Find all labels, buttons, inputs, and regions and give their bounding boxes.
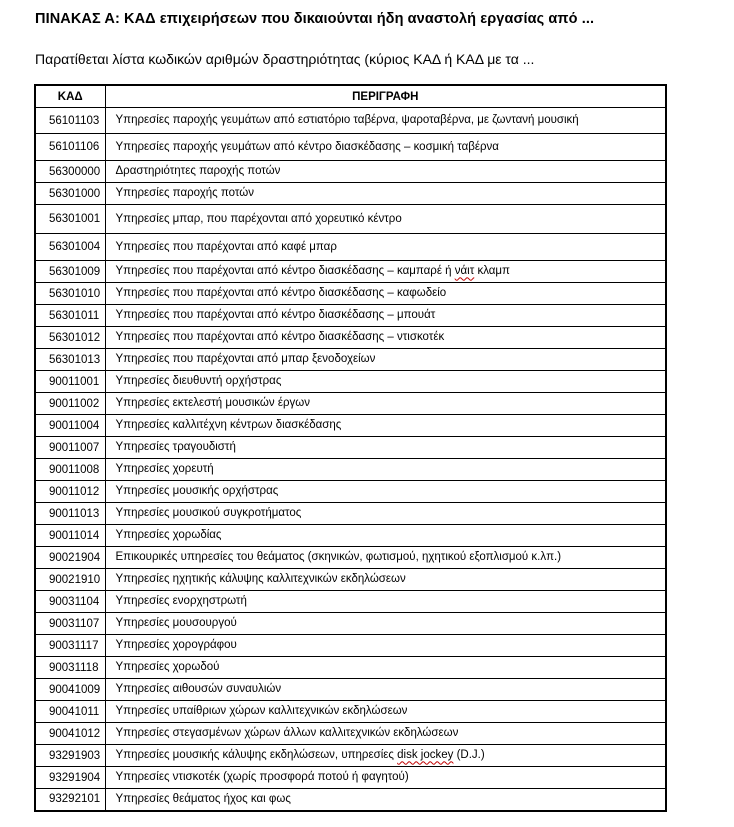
kad-cell: 90011012 <box>35 481 105 503</box>
misspelled-word: νάιτ <box>454 265 475 278</box>
kad-cell: 56301001 <box>35 205 105 234</box>
kad-cell: 56301011 <box>35 305 105 327</box>
kad-cell: 93292101 <box>35 789 105 811</box>
table-row <box>35 437 666 459</box>
description-cell: Υπηρεσίες μουσουργού <box>105 613 666 635</box>
table-row <box>35 525 666 547</box>
table-row <box>35 767 666 789</box>
table-row <box>35 789 666 811</box>
kad-cell: 90031104 <box>35 591 105 613</box>
table-row <box>35 234 666 261</box>
table-row <box>35 723 666 745</box>
kad-cell: 90011014 <box>35 525 105 547</box>
kad-cell: 56301004 <box>35 234 105 261</box>
kad-cell: 56301000 <box>35 183 105 205</box>
description-cell: Υπηρεσίες τραγουδιστή <box>105 437 666 459</box>
description-cell: Δραστηριότητες παροχής ποτών <box>105 161 666 183</box>
description-cell: Υπηρεσίες αιθουσών συναυλιών <box>105 679 666 701</box>
table-row <box>35 415 666 437</box>
table-row <box>35 503 666 525</box>
kad-cell: 90031107 <box>35 613 105 635</box>
table-row <box>35 327 666 349</box>
description-cell: Υπηρεσίες διευθυντή ορχήστρας <box>105 371 666 393</box>
description-cell: Υπηρεσίες που παρέχονται από κέντρο διασκέδασης – ντισκοτέκ <box>105 327 666 349</box>
table-row <box>35 745 666 767</box>
description-cell: Υπηρεσίες παροχής γευμάτων από εστιατόριο ταβέρνα, ψαροταβέρνα, με ζωντανή μουσική <box>105 108 666 134</box>
description-cell: Υπηρεσίες που παρέχονται από κέντρο διασκέδασης – καμπαρέ ή νάιτ κλαμπ <box>105 261 666 283</box>
description-cell: Υπηρεσίες στεγασμένων χώρων άλλων καλλιτεχνικών εκδηλώσεων <box>105 723 666 745</box>
kad-cell: 90011004 <box>35 415 105 437</box>
table-row <box>35 349 666 371</box>
table-row <box>35 183 666 205</box>
table-row <box>35 161 666 183</box>
table-row <box>35 613 666 635</box>
table-row <box>35 283 666 305</box>
description-cell: Υπηρεσίες ηχητικής κάλυψης καλλιτεχνικών εκδηλώσεων <box>105 569 666 591</box>
kad-cell: 56101106 <box>35 134 105 161</box>
table-row <box>35 547 666 569</box>
kad-cell: 90041009 <box>35 679 105 701</box>
description-cell: Υπηρεσίες μουσικού συγκροτήματος <box>105 503 666 525</box>
kad-cell: 56301013 <box>35 349 105 371</box>
kad-cell: 90011002 <box>35 393 105 415</box>
misspelled-word: disk jockey <box>397 749 454 762</box>
table-row <box>35 635 666 657</box>
description-cell: Υπηρεσίες θεάματος ήχος και φως <box>105 789 666 811</box>
table-header-row <box>35 85 666 108</box>
description-cell: Υπηρεσίες χορευτή <box>105 459 666 481</box>
kad-table <box>34 84 667 812</box>
table-row <box>35 569 666 591</box>
description-cell: Υπηρεσίες που παρέχονται από κέντρο διασκέδασης – μπουάτ <box>105 305 666 327</box>
description-cell: Υπηρεσίες χορωδού <box>105 657 666 679</box>
table-row <box>35 481 666 503</box>
description-cell: Υπηρεσίες καλλιτέχνη κέντρων διασκέδασης <box>105 415 666 437</box>
kad-cell: 56300000 <box>35 161 105 183</box>
description-cell: Υπηρεσίες εκτελεστή μουσικών έργων <box>105 393 666 415</box>
table-row <box>35 591 666 613</box>
description-cell: Υπηρεσίες μουσικής ορχήστρας <box>105 481 666 503</box>
description-cell: Υπηρεσίες χορωδίας <box>105 525 666 547</box>
kad-cell: 93291904 <box>35 767 105 789</box>
table-row <box>35 261 666 283</box>
kad-cell: 56301009 <box>35 261 105 283</box>
kad-cell: 90031117 <box>35 635 105 657</box>
kad-cell: 90041012 <box>35 723 105 745</box>
description-cell: Υπηρεσίες ντισκοτέκ (χωρίς προσφορά ποτού ή φαγητού) <box>105 767 666 789</box>
description-cell: Υπηρεσίες ενορχηστρωτή <box>105 591 666 613</box>
kad-cell: 90041011 <box>35 701 105 723</box>
table-row <box>35 371 666 393</box>
col-header-perigrafi: ΠΕΡΙΓΡΑΦΗ <box>105 85 666 108</box>
col-header-kad: ΚΑΔ <box>35 85 105 108</box>
page-title: ΠΙΝΑΚΑΣ Α: ΚΑΔ επιχειρήσεων που δικαιούνται ήδη αναστολή εργασίας από ... <box>35 11 595 27</box>
table-row <box>35 305 666 327</box>
table-row <box>35 459 666 481</box>
description-cell: Επικουρικές υπηρεσίες του θεάματος (σκηνικών, φωτισμού, ηχητικού εξοπλισμού κ.λπ.) <box>105 547 666 569</box>
description-cell: Υπηρεσίες παροχής ποτών <box>105 183 666 205</box>
description-cell: Υπηρεσίες παροχής γευμάτων από κέντρο διασκέδασης – κοσμική ταβέρνα <box>105 134 666 161</box>
table-row <box>35 108 666 134</box>
kad-cell: 90021910 <box>35 569 105 591</box>
table-header <box>35 85 666 108</box>
description-cell: Υπηρεσίες που παρέχονται από μπαρ ξενοδοχείων <box>105 349 666 371</box>
description-cell: Υπηρεσίες μπαρ, που παρέχονται από χορευτικό κέντρο <box>105 205 666 234</box>
kad-cell: 56301012 <box>35 327 105 349</box>
table-row <box>35 134 666 161</box>
kad-cell: 56101103 <box>35 108 105 134</box>
table-row <box>35 657 666 679</box>
page-subtitle: Παρατίθεται λίστα κωδικών αριθμών δραστηριότητας (κύριος ΚΑΔ ή ΚΑΔ με τα ... <box>35 51 535 67</box>
description-cell: Υπηρεσίες που παρέχονται από κέντρο διασκέδασης – καφωδείο <box>105 283 666 305</box>
kad-cell: 90011013 <box>35 503 105 525</box>
kad-cell: 90031118 <box>35 657 105 679</box>
description-cell: Υπηρεσίες υπαίθριων χώρων καλλιτεχνικών εκδηλώσεων <box>105 701 666 723</box>
kad-cell: 90011007 <box>35 437 105 459</box>
table-row <box>35 393 666 415</box>
table-row <box>35 205 666 234</box>
table-row <box>35 679 666 701</box>
table-body <box>35 108 666 811</box>
description-cell: Υπηρεσίες που παρέχονται από καφέ μπαρ <box>105 234 666 261</box>
kad-cell: 93291903 <box>35 745 105 767</box>
kad-cell: 56301010 <box>35 283 105 305</box>
kad-cell: 90011001 <box>35 371 105 393</box>
kad-cell: 90021904 <box>35 547 105 569</box>
table-row <box>35 701 666 723</box>
kad-cell: 90011008 <box>35 459 105 481</box>
description-cell: Υπηρεσίες χορογράφου <box>105 635 666 657</box>
description-cell: Υπηρεσίες μουσικής κάλυψης εκδηλώσεων, υπηρεσίες disk jockey (D.J.) <box>105 745 666 767</box>
